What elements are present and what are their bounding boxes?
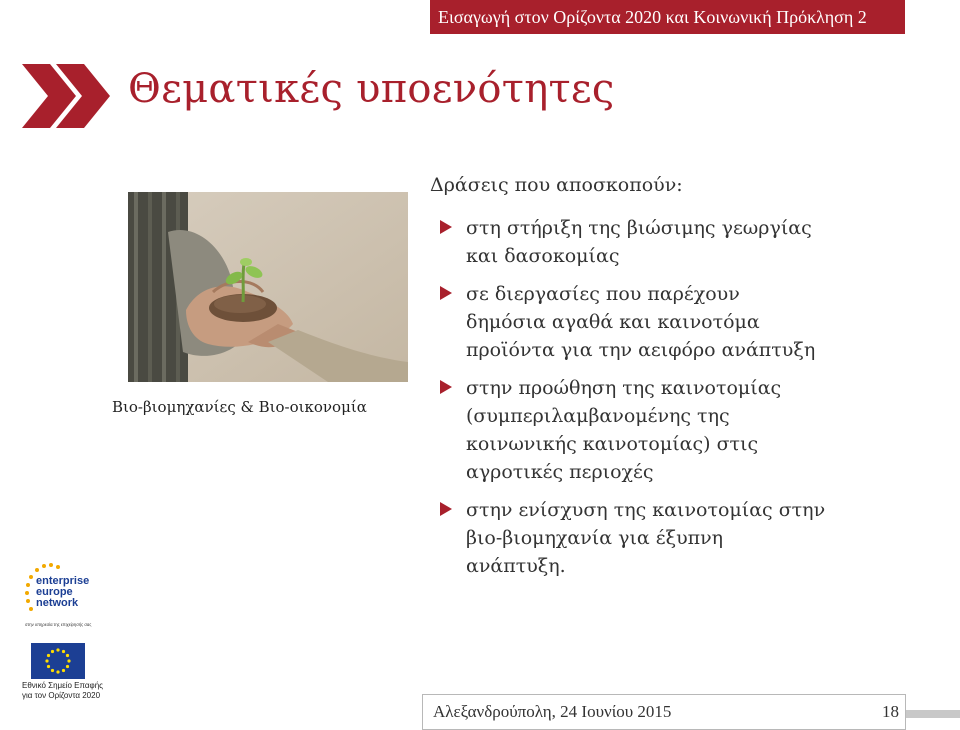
course-title: Εισαγωγή στον Ορίζοντα 2020 και Κοινωνική Πρόκληση 2 [438,7,867,27]
bullet-arrow-icon [440,286,452,300]
bullet-item [440,280,940,364]
enterprise-europe-network-logo [22,560,102,630]
bullet-text: σε διεργασίες που παρέχουν δημόσια αγαθά και καινοτόμα προϊόντα για την αειφόρο ανάπτυξη [466,283,816,361]
image-caption: Βιο-βιομηχανίες & Βιο-οικονομία [112,398,367,416]
hands-seedling-photo [128,192,408,382]
bullet-text: στη στήριξη της βιώσιμης γεωργίας και δασοκομίας [466,217,812,267]
bullet-list [440,214,940,590]
page-number: 18 [882,702,899,721]
bullet-text: στην ενίσχυση της καινοτομίας στην βιο-βιομηχανία για έξυπνη ανάπτυξη. [466,499,826,577]
een-line3: network [36,597,79,609]
slide-title: Θεματικές υποενότητες [128,66,615,112]
bullet-text: στην προώθηση της καινοτομίας (συμπεριλαμβανομένης της κοινωνικής καινοτομίας) στις αγροτικές περιοχές [466,377,782,483]
bullet-item [440,214,940,270]
footer-bar [422,694,906,730]
header-bar [430,0,905,34]
footer-accent-bar [906,710,960,718]
een-line1: enterprise [36,575,90,587]
intro-text: Δράσεις που αποσκοπούν: [430,174,683,196]
double-chevron-icon [22,64,110,128]
bullet-arrow-icon [440,380,452,394]
bullet-item [440,496,940,580]
bullet-arrow-icon [440,502,452,516]
bullet-item [440,374,940,486]
een-tagline: στην υπηρεσία της επιχείρησής σας [25,622,92,627]
eu-flag-icon [31,643,85,679]
eu-caption: Εθνικό Σημείο Επαφής για τον Ορίζοντα 2020 [22,681,104,700]
footer-place-date: Αλεξανδρούπολη, 24 Ιουνίου 2015 [433,702,672,721]
een-line2: europe [36,586,73,598]
bullet-arrow-icon [440,220,452,234]
